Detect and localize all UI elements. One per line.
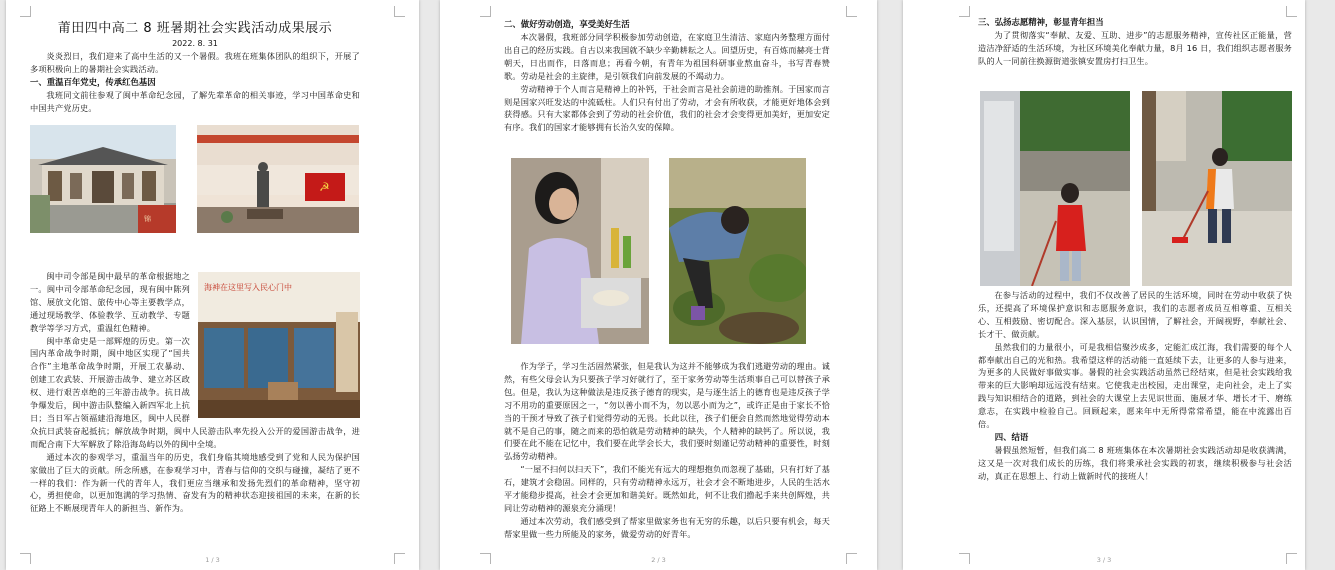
page-number: 3 / 3 <box>1096 556 1112 564</box>
document-title: 莆田四中高二 8 班暑期社会实践活动成果展示 <box>57 21 333 36</box>
section-heading-3: 三、弘扬志愿精神，彰显青年担当 <box>978 17 1104 27</box>
paragraph: 虽然我们的力量很小，可是我相信聚沙成多，定能汇成江海，我们需要的每个人都奉献出自己的光和热。我希望这样的活动能一直延续下去，让更多的人参与进来，为更多的人民做好事做实事。暑假的社会实践活动虽然已经结束，但是社会实践给我带来的巨大影响却远远没有结束。它使我走出校园，走出课堂，走向社会，走上了实践与知识相结合的道路，到社会的大课堂上去见识世面、施展才华、增长才干、磨练意志，在实践中检验自己。回顾起来，愿来年中无所得常常希望，能在中流露出百倍。 <box>978 341 1292 430</box>
paragraph: 通过本次的参观学习，重温当年的历史，我们身临其境地感受到了党和人民为保护国家做出了巨大的贡献。所念所感，在参观学习中，青春与信仰的交织与碰撞，凝结了更不一样的我们：作为新一代的青年人，我们更应当继承和发扬先烈们的革命精神，坚守初心，勇担使命，以更加饱满的学习热情、奋发有为的精神状态迎接祖国的未来，在新的长征路上不断展现青年人的新担当、新作为。 <box>30 451 360 514</box>
page-corner-mark <box>480 6 491 17</box>
document-page-3 <box>903 0 1305 570</box>
section-heading-2: 二、做好劳动创造，享受美好生活 <box>504 19 630 29</box>
paragraph: 为了贯彻落实“奉献、友爱、互助、进步”的志愿服务精神，宣传社区正能量，营造洁净舒适的生活环境，为社区环境美化奉献力量，8月 16 日，我们组织志愿者服务队的人一同前往换源街道张镇安置房打扫卫生。 <box>978 30 1292 66</box>
page-number: 2 / 3 <box>651 556 666 564</box>
street-cleaning-photo <box>1142 91 1292 286</box>
party-flag-statue-photo <box>197 125 359 233</box>
paragraph: “一屋不扫何以扫天下”，我们不能光有远大的理想抱负而忽视了基础，只有打好了基石，建筑才会稳固。同样的，只有劳动精神永远万，社会才会不断地进步，人民的生活水平才能稳步提高，社会才会更加和谐美好。既然如此，何不让我们撸起手来共创辉煌，共同让劳动精神的源泉充分涌现！ <box>504 464 830 513</box>
paragraph: 闽中革命史是一部辉煌的历史。第一次国内革命战争时期，闽中地区实现了“国共合作”主地革命战争时期，开展工农暴动、创建工农武装、开展游击战争、建立苏区政权、进行艰苦卓绝的三年游击战争。抗日战争爆发后，闽中游击队整编入新四军北上抗日；当日军占领福建沿海地区，闽中人民群众抗日武装奋起抵抗；解放战争时期，闽中人民游击队率先投入公开的爱国游击战争，进而配合南下大军解放了除沿海岛屿以外的闽中全境。 <box>30 335 360 449</box>
document-page-1 <box>6 0 419 570</box>
museum-exhibit-photo <box>198 272 360 418</box>
paragraph: 作为学子，学习生活固然紧张，但是我认为这并不能够成为我们逃避劳动的理由。诚然，有些父母会认为只要孩子学习好就行了，至于家务劳动等生活琐事自己可以替孩子承包。但是，我认为这种做法是违反孩子德育的现实，是与逐生活上的德育也是违反孩子学习不用功的重要原因之一，“勿以善小而不为，勿以恶小而为之”，或许正是由于家长不恰当的干预才导致了孩子们觉得劳动的无畏。长此以往，孩子们便会自然而然地觉得劳动本就不是自己的事，随之而来的恐怕就是劳动精神的缺失，个人精神的缺钙了。所以说，我们要在此不能在记忆中，我们要在此学会长大，我们要时刻谨记劳动精神的重要性，时刻弘扬劳动精神。 <box>504 361 830 462</box>
volunteer-sweeping-photo <box>980 91 1130 286</box>
paragraph: 闽中司令部是闽中最早的革命根据地之一。闽中司令部革命纪念园，现有闽中陈列馆、展放文化馆、旅传中心等主要教学点，通过现场教学、体验教学、互动教学、专题教学等学习方式，重温红色精神。 <box>30 271 190 333</box>
party-flag-symbol: ☭ <box>319 180 330 194</box>
document-page-2 <box>440 0 877 570</box>
paragraph: 劳动精神于个人而言是精神上的补钙，于社会而言是社会前进的助推剂。于国家而言则是国家兴旺发达的中流砥柱。人们只有付出了劳动，才会有所收获，才能更好地体会到获得感。只有大家都体会到了劳动的社会价值，我们的社会才会变得更加美好，更加安定有序。我们的国家才能够拥有长治久安的保障。 <box>504 83 830 133</box>
document-date: 2022. 8. 31 <box>172 39 218 48</box>
building-sign-text: 锦 <box>144 215 151 223</box>
memorial-building-photo <box>30 125 176 233</box>
intro-paragraph: 炎炎烈日，我们迎来了高中生活的又一个暑假。我班在班集体团队的组织下，开展了多项积极向上的暑期社会实践活动。 <box>30 51 360 74</box>
page-corner-mark <box>394 6 405 17</box>
gardening-photo <box>669 158 806 344</box>
paragraph: 在参与活动的过程中，我们不仅改善了居民的生活环境，同时在劳动中收获了快乐，还提高了环境保护意识和志愿服务意识，我们的志愿者成员互相尊重、互相关心、互相鼓励、密切配合。深入基层，认识国情，了解社会，开阔视野，奉献社会、长才干、做贡献。 <box>978 290 1292 339</box>
section-heading-1: 一、重温百年党史，传承红色基因 <box>30 76 156 87</box>
paragraph: 本次暑假，我班部分同学积极参加劳动创造，在家庭卫生清洁、家庭内务整理方面付出自己的经历实践。自古以来我国就不缺少辛勤耕耘之人。回望历史，有百炼而赫亮士背朝天，日出而作，日落而息；再看今朝，有青年为祖国科研事业熬血奋斗，书写青春赞歌。劳动是社会的主旋律，是引领我们向前发展的不竭动力。 <box>504 32 830 81</box>
museum-banner-text: 海神在这里写入民心门中 <box>204 283 292 292</box>
paragraph: 我班同文前往参观了闽中革命纪念园，了解先辈革命的相关事迹，学习中国革命史和中国共产党历史。 <box>30 89 360 113</box>
washing-dishes-photo <box>511 158 649 344</box>
page-corner-mark <box>20 6 31 17</box>
paragraph: 暑假虽然短暂，但我们高二 8 班班集体在本次暑期社会实践活动却是收获满满，这又是一次对我们成长的历练，我们将秉承社会实践的初衷，继续积极参与社会活动，真正在思想上、行动上做新时代的接班人！ <box>978 444 1292 481</box>
section-heading-4: 四、结语 <box>994 431 1029 442</box>
page-corner-mark <box>959 6 970 17</box>
page-corner-mark <box>846 6 857 17</box>
paragraph: 通过本次劳动，我们感受到了帮家里做家务也有无穷的乐趣，以后只要有机会，每天帮家里做一些力所能及的家务，做爱劳动的好青年。 <box>504 515 830 539</box>
page-number: 1 / 3 <box>205 556 220 564</box>
